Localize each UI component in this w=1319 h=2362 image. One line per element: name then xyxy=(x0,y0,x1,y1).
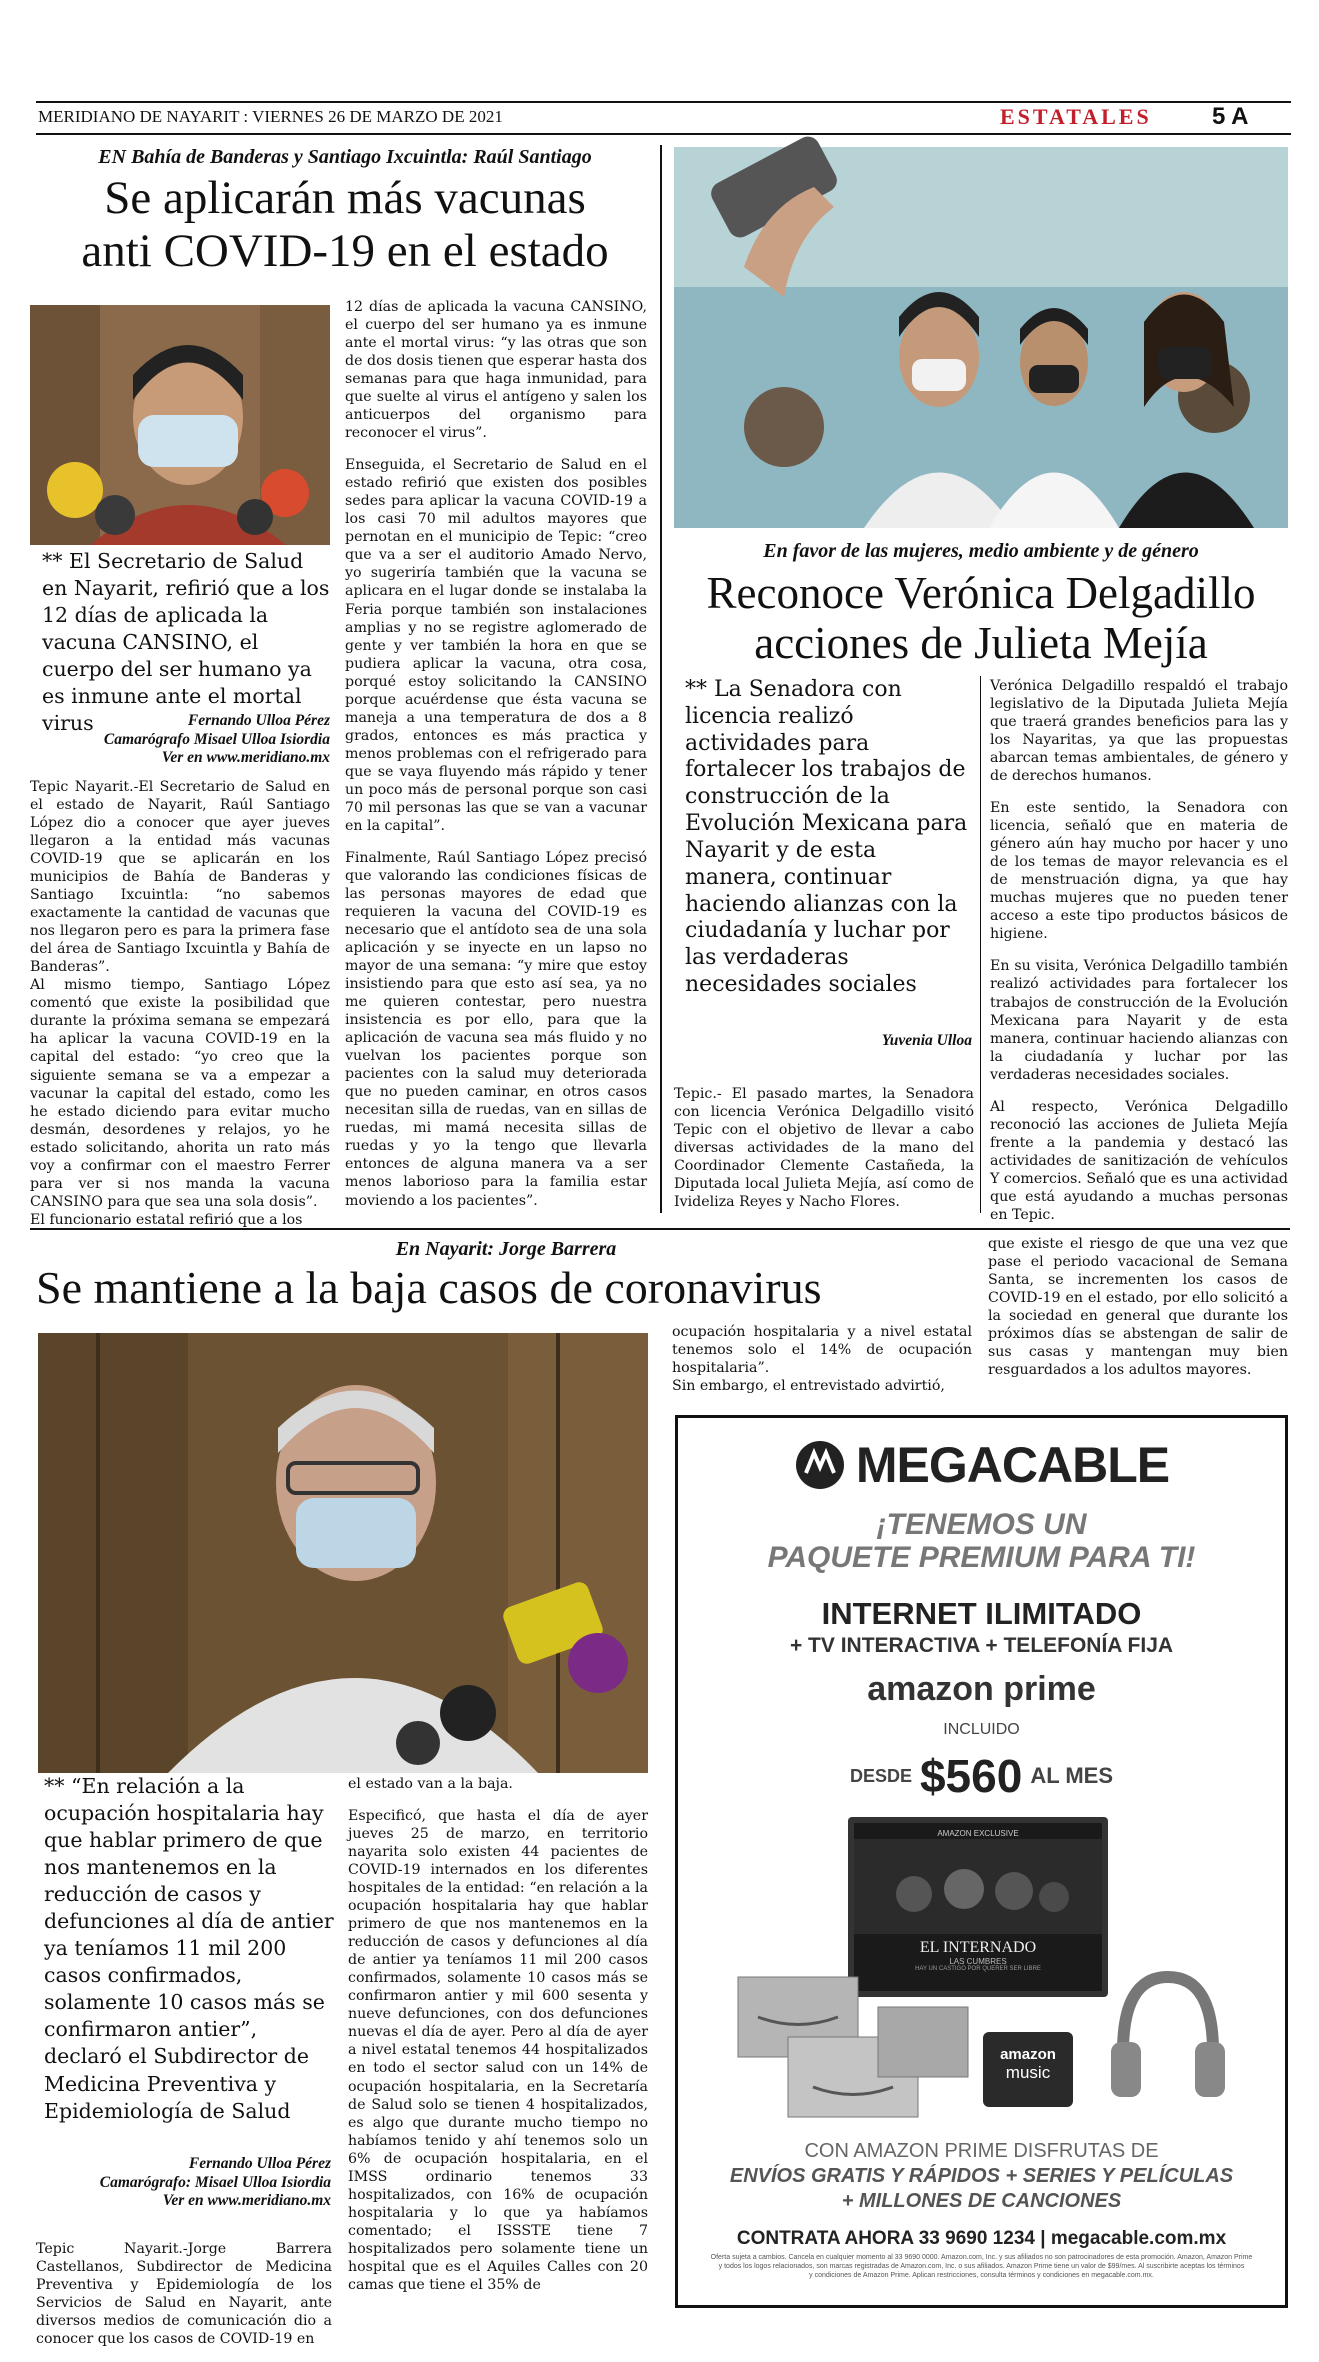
masthead-top-rule xyxy=(36,101,1291,103)
article3-column4 xyxy=(988,1235,1288,1393)
article3-col3-paragraph: Sin embargo, el entrevistado advirtió, xyxy=(672,1378,945,1395)
article1-col1-paragraph: El funcionario estatal refirió que a los xyxy=(30,1211,303,1228)
megacable-logo-icon xyxy=(794,1439,846,1491)
article1-col1-paragraph: Tepic Nayarit.-El Secretario de Salud en el estado de Nayarit, Raúl Santiago López dio a conocer que ayer jueves llegaron a la entidad más vacunas COVID-19 que se aplicarán en los municipios de Bahía de Banderas y Santiago Ixcuintla: “no sabemos exactamente la cantidad de vacunas que nos llegaron pero es para la primera fase del área de Santiago Ixcuintla y Bahía de Banderas”. xyxy=(30,779,330,976)
ad-contact-phone-web[interactable]: CONTRATA AHORA 33 9690 1234 | megacable.com.mx xyxy=(736,2228,1227,2249)
article2-column2 xyxy=(990,677,1288,1238)
ad-fineprint: y todos los logos relacionados, son marcas registradas de Amazon.com, Inc. o sus afiliados. Amazon Prime tiene un valor de $99/mes. Al suscribirte aceptas los términos xyxy=(718,2262,1245,2270)
article3-col2-paragraph: el estado van a la baja. xyxy=(348,1776,513,1792)
article1-credit xyxy=(30,712,330,768)
ad-fineprint: y condiciones de Amazon Prime. Aplican restricciones, consulta términos y condiciones en megacable.com.mx. xyxy=(809,2271,1154,2279)
column-divider-top xyxy=(660,145,662,1213)
megacable-logo-text: MEGACABLE xyxy=(855,1437,1170,1493)
article1-credit-reporter: Fernando Ulloa Pérez xyxy=(187,712,330,729)
page-number: 5 A xyxy=(1212,103,1249,130)
article1-photo-health-secretary xyxy=(30,305,330,545)
article3-headline: Se mantiene a la baja casos de coronavirus xyxy=(36,1262,822,1313)
ad-show-tagline: HAY UN CASTIGO POR QUERER SER LIBRE xyxy=(915,1966,1041,1972)
article2-headline-line2: acciones de Julieta Mejía xyxy=(754,618,1208,669)
article3-credit-reporter: Fernando Ulloa Pérez xyxy=(188,2155,331,2172)
article3-col1-paragraph: Tepic Nayarit.-Jorge Barrera Castellanos, Subdirector de Medicina Preventiva y Epidemiología de los Servicios de Salud en Nayarit, ante diversos medios de comunicación dio a conocer que los casos de COVID-19 en xyxy=(36,2241,332,2348)
article1-headline-line2: anti COVID-19 en el estado xyxy=(81,224,609,277)
article3-credit-web: Ver en www.meridiano.mx xyxy=(162,2192,331,2210)
ad-amazon-music-badge xyxy=(983,2032,1073,2107)
section-label: ESTATALES xyxy=(1000,104,1152,129)
article2-photo-selfie xyxy=(674,147,1288,528)
article3-photo-jorge-barrera xyxy=(38,1333,648,1773)
article3-column1 xyxy=(36,2240,332,2362)
ad-boxes-icon xyxy=(728,1937,988,2127)
ad-per-month: AL MES xyxy=(1030,1763,1114,1788)
article2-caption: ** La Senadora con licencia realizó actividades para fortalecer los trabajos de construcción de la Evolución Mexicana para Nayarit y de esta manera, continuar haciendo alianzas con la ciudadanía y luchar por las verdaderas necesidades sociales xyxy=(685,677,968,998)
article1-col1-paragraph: Al mismo tiempo, Santiago López comentó que existe la posibilidad que durante la próxima semana se empezará ha aplicar la vacuna COVID-19 en la capital del estado: “yo creo que la siguiente semana se va a empezar a vacunar la capital del estado, como les he estado diciendo para evitar mucho desmán, desordenes y relajos, yo he estado solicitando, ahorita un rato más voy a confirmar con el maestro Ferrer para ver si nos manda la vacuna CANSINO para que sea una sola dosis”. xyxy=(30,977,330,1210)
ad-tagline-line1: ¡TENEMOS UN xyxy=(876,1508,1087,1541)
ad-headphones-icon xyxy=(1103,1962,1233,2112)
article3-credit xyxy=(36,2155,331,2211)
masthead-bottom-rule xyxy=(36,133,1291,135)
ad-desde: DESDE xyxy=(849,1765,912,1786)
article1-col2-paragraph: Finalmente, Raúl Santiago López precisó que valorando las condiciones físicas de las personas mayores de edad que requieren la vacuna del COVID-19 es necesario que el antídoto sea de una sola aplicación y se inyecte en un lapso no mayor de una semana: “y mire que estoy insistiendo para que esto así sea, ya no me quieren contestar, pero nuestra insistencia es por ello, para que la aplicación de vacuna sea más fluido y no vuelvan los pacientes porque son pacientes con la salud muy deteriorada que no pueden caminar, en otros casos necesitan silla de ruedas, van en sillas de ruedas, mi mamá necesita sillas de ruedas y yo la tengo que llevarla entonces de alguna manera va a ser menos laborioso para la familia estar moviendo a los pacientes”. xyxy=(345,849,647,1209)
article1-headline xyxy=(30,172,660,277)
column-divider-article2 xyxy=(980,676,981,1213)
article2-headline-line1: Reconoce Verónica Delgadillo xyxy=(706,568,1256,618)
article2-col1-paragraph: Tepic.- El pasado martes, la Senadora con licencia Verónica Delgadillo visitó Tepic con el objetivo de llevar a cabo diversas actividades de la mano del Coordinador Clemente Castañeda, la Diputada local Julieta Mejía, así como de Ivideliza Reyes y Nacho Flores. xyxy=(674,1086,974,1211)
ad-amazon-prime-logo: amazon prime xyxy=(867,1670,1096,1708)
article1-kicker: EN Bahía de Banderas y Santiago Ixcuintla: Raúl Santiago xyxy=(98,146,592,168)
article2-col2-paragraph: En este sentido, la Senadora con licencia, señaló que en materia de género aún hay mucho por hacer y uno de los temas de mayor relevancia es el de menstruación digna, ya que hay muchas mujeres que no pueden tener acceso a este tipo productos básicos de higiene. xyxy=(990,800,1288,943)
article3-column3 xyxy=(672,1323,972,1409)
article3-caption: ** “En relación a la ocupación hospitalaria hay que hablar primero de que nos mantenemos en la reducción de casos y defunciones al día de antier ya teníamos 11 mil 200 casos confirmados, solamente 10 casos más se confirmaron antier”, declaró el Subdirector de Medicina Preventiva y Epidemiología de Salud xyxy=(44,1774,334,2123)
article1-credit-cameraman: Camarógrafo Misael Ulloa Isiordia xyxy=(103,730,330,748)
ad-show-artwork-icon xyxy=(854,1839,1102,1934)
article3-credit-cameraman: Camarógrafo: Misael Ulloa Isiordia xyxy=(99,2173,331,2191)
article1-column1 xyxy=(30,778,330,1229)
article2-col2-paragraph: En su visita, Verónica Delgadillo también realizó actividades para fortalecer los trabajos de construcción de la Evolución Mexicana para Nayarit y de esta manera, continuar haciendo alianzas con la ciudadanía y luchar por las verdaderas necesidades sociales. xyxy=(990,958,1288,1083)
horizontal-divider xyxy=(30,1228,1290,1230)
ad-included: INCLUIDO xyxy=(943,1721,1020,1738)
ad-footer-line3: + MILLONES DE CANCIONES xyxy=(841,2190,1122,2212)
ad-music-line1: amazon xyxy=(1000,2046,1056,2063)
article1-credit-web: Ver en www.meridiano.mx xyxy=(161,749,330,767)
ad-tv-telefonia: + TV INTERACTIVA + TELEFONÍA FIJA xyxy=(789,1634,1174,1657)
article2-credit: Yuvenia Ulloa xyxy=(881,1032,972,1049)
ad-show-label: AMAZON EXCLUSIVE xyxy=(937,1829,1019,1838)
article1-headline-line1: Se aplicarán más vacunas xyxy=(104,172,586,224)
ad-product-illustration xyxy=(678,1817,1285,2137)
article1-column2 xyxy=(345,298,647,1224)
article1-col2-paragraph: Enseguida, el Secretario de Salud en el estado refirió que existen dos posibles sedes para aplicar la vacuna COVID-19 a los casi 70 mil adultos mayores que pernotan en el municipio de Tepic: “creo que va a ser el auditorio Amado Nervo, yo sugeriría también que la vacuna se aplicara en el lugar donde se instalaba la Feria porque también son instalaciones amplias y no se registre aglomerado de gente y ver también la hora en que se pudiera aplicar la vacuna, otra cosa, porqué estoy solicitando la CANSINO porque acuérdense que ésta vacuna se maneja a una temperatura de dos a 8 grados, entonces es más practica y menos problemas con el refrigerado para que se vaya fluyendo más rápido y tener un poco más de personal porque son casi 70 mil personas las que se van a vacunar en la capital”. xyxy=(345,457,647,834)
ad-footer-line1: CON AMAZON PRIME DISFRUTAS DE xyxy=(804,2140,1159,2162)
article3-col2-paragraph: Especificó, que hasta el día de ayer jueves 25 de marzo, en territorio nayarita solo existen 44 pacientes de COVID-19 internados en los diferentes hospitales de la entidad: “en relación a la ocupación hospitalaria hay que hablar primero de que nos mantenemos en la reducción de casos y defunciones al día de antier ya teníamos 11 mil 200 casos confirmados, solamente 10 casos más se confirmaron antier y mil 600 sesenta y nueve defunciones, con dos defunciones nuevas el día de ayer. Pero al día de ayer a nivel estatal tenemos 44 hospitalizados en todo el sector salud con un 14% de ocupación hospitalaria, en la Secretaría de Salud solo se tienen 4 hospitalizados, es algo que durante mucho tiempo no habíamos tenido y ahí tenemos solo un 6% de ocupación hospitalaria, en el IMSS ordinario tenemos 33 hospitalizados, con 16% de ocupación hospitalaria y lo que ya habíamos comentado; el ISSSTE tiene 7 hospitalizados pero solamente tiene un hospital que es el Aquiles Calles con 20 camas que tiene el 35% de xyxy=(348,1808,648,2293)
article2-column1 xyxy=(674,1085,974,1225)
ad-tagline-line2: PAQUETE PREMIUM PARA TI! xyxy=(767,1541,1196,1574)
article1-caption: ** El Secretario de Salud en Nayarit, refirió que a los 12 días de aplicada la vacuna CANSINO, el cuerpo del ser humano ya es inmune ante el mortal virus xyxy=(42,549,330,736)
ad-show-subtitle: LAS CUMBRES xyxy=(949,1957,1007,1966)
ad-footer-line2: ENVÍOS GRATIS Y RÁPIDOS + SERIES Y PELÍCULAS xyxy=(729,2165,1234,2187)
article2-kicker: En favor de las mujeres, medio ambiente y de género xyxy=(763,540,1199,562)
article3-column2 xyxy=(348,1775,648,2308)
megacable-advertisement[interactable] xyxy=(675,1415,1288,2308)
article3-col3-paragraph: ocupación hospitalaria y a nivel estatal tenemos solo el 14% de ocupación hospitalaria”. xyxy=(672,1324,972,1377)
ad-price: $560 xyxy=(919,1750,1023,1802)
ad-internet-ilimitado: INTERNET ILIMITADO xyxy=(821,1596,1142,1631)
article2-col2-paragraph: Verónica Delgadillo respaldó el trabajo legislativo de la Diputada Julieta Mejía que traerá grandes beneficios para las y los Nayaritas, ya que las propuestas abarcan temas ambientales, de género y de derechos humanos. xyxy=(990,678,1288,785)
article3-kicker: En Nayarit: Jorge Barrera xyxy=(395,1238,617,1260)
article1-col2-paragraph: 12 días de aplicada la vacuna CANSINO, el cuerpo del ser humano ya es inmune ante el mortal virus: “y las otras que son de dos dosis tienen que esperar hasta dos semanas para que haga inmunidad, para que suelte al virus el antígeno y salen los anticuerpos del organismo para reconocer el virus”. xyxy=(345,299,647,442)
article2-col2-paragraph: Al respecto, Verónica Delgadillo reconoció las acciones de Julieta Mejía frente a la pandemia y destacó las actividades de sanitización de vehículos Y comercios. Señaló que es una actividad que está ayudando a muchas personas en Tepic. xyxy=(990,1098,1288,1223)
ad-show-title: EL INTERNADO xyxy=(919,1939,1037,1956)
article2-headline xyxy=(674,568,1288,669)
masthead-date: MERIDIANO DE NAYARIT : VIERNES 26 DE MARZO DE 2021 xyxy=(38,107,503,126)
ad-fineprint: Oferta sujeta a cambios. Cancela en cualquier momento al 33 9690 0000. Amazon.com, Inc. y sus afiliados no son patrocinadores de esta promoción. Amazon, Amazon Prime xyxy=(710,2254,1253,2261)
article3-col4-paragraph: que existe el riesgo de que una vez que pase el periodo vacacional de Semana Santa, se incrementen los casos de COVID-19 en el estado, por ello solicitó a la sociedad en general que durante los próximos días se abstengan de salir de sus casas y mantengan muy bien resguardados a los adultos mayores. xyxy=(988,1236,1288,1379)
ad-music-line2: music xyxy=(1005,2063,1051,2082)
